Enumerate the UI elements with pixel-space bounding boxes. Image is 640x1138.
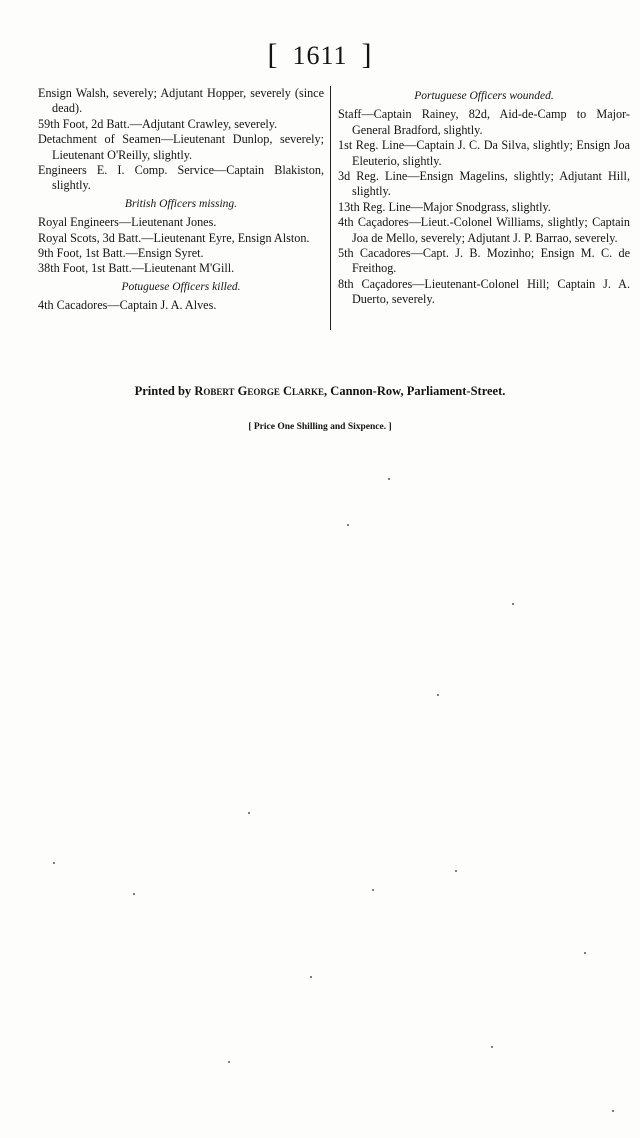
casualty-entry: 1st Reg. Line—Captain J. C. Da Silva, slightly; Ensign Joa Eleuterio, slightly. bbox=[338, 138, 630, 168]
casualty-entry: 59th Foot, 2d Batt.—Adjutant Crawley, severely. bbox=[38, 116, 278, 131]
casualty-entry: 4th Caçadores—Lieut.-Colonel Williams, slightly; Captain Joa de Mello, severely; Adjutant J. P. Barrao, severely. bbox=[338, 215, 630, 245]
section-heading: Potuguese Officers killed. bbox=[121, 280, 241, 293]
casualty-entry: Staff—Captain Rainey, 82d, Aid-de-Camp to Major-General Bradford, slightly. bbox=[338, 107, 630, 137]
casualty-entry: Ensign Walsh, severely; Adjutant Hopper, severely (since dead). bbox=[38, 86, 324, 116]
paper-speck bbox=[584, 952, 586, 954]
paper-speck bbox=[388, 478, 390, 480]
section-heading: Portuguese Officers wounded. bbox=[414, 90, 554, 102]
paper-speck bbox=[455, 870, 457, 872]
paper-speck bbox=[53, 862, 55, 864]
paper-speck bbox=[133, 893, 135, 895]
paper-speck bbox=[372, 889, 374, 891]
left-column bbox=[38, 86, 324, 314]
right-bracket: ] bbox=[361, 38, 373, 71]
paper-speck bbox=[437, 694, 439, 696]
page-number-text: 1611 bbox=[292, 41, 348, 70]
paper-speck bbox=[228, 1061, 230, 1063]
paper-speck bbox=[491, 1046, 493, 1048]
paper-speck bbox=[347, 524, 349, 526]
column-divider bbox=[330, 86, 331, 330]
section-heading: British Officers missing. bbox=[124, 197, 238, 210]
imprint-prefix: Printed by bbox=[134, 384, 195, 398]
casualty-entry: 4th Cacadores—Captain J. A. Alves. bbox=[38, 298, 217, 313]
paper-speck bbox=[612, 1110, 614, 1112]
paper-speck bbox=[310, 976, 312, 978]
casualty-entry: Royal Engineers—Lieutenant Jones. bbox=[38, 215, 217, 230]
left-bracket: [ bbox=[267, 38, 279, 71]
imprint-suffix: , Cannon-Row, Parliament-Street. bbox=[324, 384, 506, 398]
paper-speck bbox=[512, 603, 514, 605]
casualty-entry: 5th Cacadores—Capt. J. B. Mozinho; Ensign M. C. de Freithog. bbox=[338, 246, 630, 276]
casualty-entry: 9th Foot, 1st Batt.—Ensign Syret. bbox=[38, 246, 204, 261]
casualty-entry: 8th Caçadores—Lieutenant-Colonel Hill; Captain J. A. Duerto, severely. bbox=[338, 276, 630, 307]
casualty-entry: 38th Foot, 1st Batt.—Lieutenant M'Gill. bbox=[38, 261, 235, 276]
casualty-entry: Detachment of Seamen—Lieutenant Dunlop, severely; Lieutenant O'Reilly, slightly. bbox=[38, 132, 324, 162]
paper-speck bbox=[248, 812, 250, 814]
printer-imprint bbox=[0, 384, 640, 399]
price-note: [ Price One Shilling and Sixpence. ] bbox=[248, 422, 392, 432]
casualty-entry: 3d Reg. Line—Ensign Magelins, slightly; Adjutant Hill, slightly. bbox=[338, 169, 630, 199]
casualty-entry: 13th Reg. Line—Major Snodgrass, slightly. bbox=[338, 199, 551, 214]
imprint-printer: Robert George Clarke bbox=[194, 384, 325, 398]
page-number bbox=[0, 38, 640, 72]
casualty-entry: Engineers E. I. Comp. Service—Captain Blakiston, slightly. bbox=[38, 163, 324, 193]
right-column bbox=[338, 86, 630, 308]
casualty-entry: Royal Scots, 3d Batt.—Lieutenant Eyre, Ensign Alston. bbox=[38, 230, 310, 245]
